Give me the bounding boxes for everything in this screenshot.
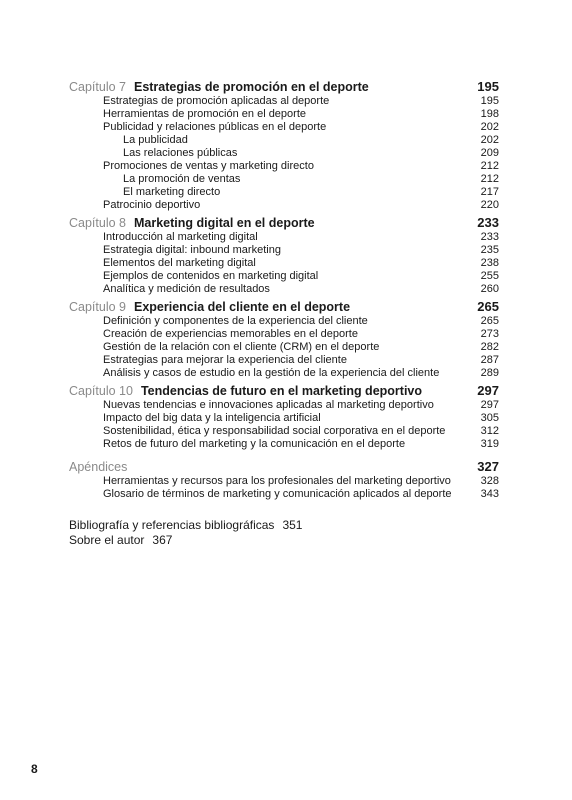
chapter-heading	[69, 215, 499, 231]
entry-page: 367	[152, 533, 173, 547]
toc-entry	[69, 399, 499, 412]
appendix-heading	[69, 459, 499, 475]
chapter-heading	[69, 79, 499, 95]
toc-entry	[69, 231, 499, 244]
entry-page: 265	[480, 315, 499, 327]
toc-entry	[69, 108, 499, 121]
entry-title: Publicidad y relaciones públicas en el deporte	[103, 121, 327, 133]
chapter-number: Capítulo 8	[69, 216, 126, 230]
entry-page: 238	[480, 257, 499, 269]
entry-title: Analítica y medición de resultados	[103, 283, 270, 295]
toc-entry	[69, 257, 499, 270]
entry-page: 351	[282, 518, 303, 532]
toc-entry	[69, 412, 499, 425]
toc-subentry	[69, 186, 499, 199]
entry-title: Ejemplos de contenidos en marketing digital	[103, 270, 319, 282]
entry-page: 297	[480, 399, 499, 411]
entry-page: 305	[480, 412, 499, 424]
toc-entry	[69, 244, 499, 257]
entry-page: 233	[480, 231, 499, 243]
chapter-page: 195	[477, 79, 499, 94]
entry-title: Nuevas tendencias e innovaciones aplicadas al marketing deportivo	[103, 399, 434, 411]
entry-page: 202	[480, 121, 499, 133]
chapter-block	[69, 215, 499, 296]
appendix-section	[69, 459, 499, 501]
toc-entry	[69, 199, 499, 212]
entry-page: 235	[480, 244, 499, 256]
entry-title: Bibliografía y referencias bibliográficas	[69, 518, 275, 532]
entry-title: Patrocinio deportivo	[103, 199, 201, 211]
toc-entry	[69, 475, 499, 488]
toc-entry	[69, 160, 499, 173]
toc-entry	[69, 121, 499, 134]
entry-page: 217	[480, 186, 499, 198]
entry-title: Impacto del big data y la inteligencia artificial	[103, 412, 321, 424]
chapter-heading	[69, 299, 499, 315]
entry-page: 198	[480, 108, 499, 120]
entry-title: El marketing directo	[123, 186, 221, 198]
entry-title: Estrategias para mejorar la experiencia del cliente	[103, 354, 347, 366]
entry-title: Definición y componentes de la experiencia del cliente	[103, 315, 368, 327]
bibliography-entry	[69, 518, 302, 533]
toc-subentry	[69, 173, 499, 186]
page-number: 8	[31, 762, 38, 776]
entry-page: 273	[480, 328, 499, 340]
entry-page: 209	[480, 147, 499, 159]
entry-page: 312	[480, 425, 499, 437]
entry-title: La promoción de ventas	[123, 173, 241, 185]
chapter-title: Marketing digital en el deporte	[133, 216, 315, 230]
toc-entry	[69, 438, 499, 451]
entry-title: Gestión de la relación con el cliente (CRM) en el deporte	[103, 341, 380, 353]
toc-entry	[69, 95, 499, 108]
toc-entry	[69, 270, 499, 283]
entry-page: 202	[480, 134, 499, 146]
entry-page: 328	[480, 475, 499, 487]
entry-title: Sobre el autor	[69, 533, 145, 547]
about-author-entry	[69, 533, 302, 548]
entry-page: 260	[480, 283, 499, 295]
chapter-page: 265	[477, 299, 499, 314]
table-of-contents	[69, 79, 499, 501]
chapter-title: Tendencias de futuro en el marketing deportivo	[140, 384, 423, 398]
toc-entry	[69, 488, 499, 501]
chapter-number: Capítulo 10	[69, 384, 133, 398]
chapter-heading	[69, 383, 499, 399]
entry-title: Promociones de ventas y marketing directo	[103, 160, 314, 172]
entry-title: La publicidad	[123, 134, 188, 146]
toc-entry	[69, 354, 499, 367]
entry-page: 282	[480, 341, 499, 353]
chapter-page: 233	[477, 215, 499, 230]
entry-page: 195	[480, 95, 499, 107]
entry-title: Sostenibilidad, ética y responsabilidad social corporativa en el deporte	[103, 425, 446, 437]
entry-page: 212	[480, 160, 499, 172]
entry-page: 212	[480, 173, 499, 185]
toc-entry	[69, 425, 499, 438]
chapter-number: Capítulo 9	[69, 300, 126, 314]
entry-title: Retos de futuro del marketing y la comunicación en el deporte	[103, 438, 406, 450]
entry-title: Análisis y casos de estudio en la gestión de la experiencia del cliente	[103, 367, 440, 379]
toc-entry	[69, 367, 499, 380]
entry-title: Las relaciones públicas	[123, 147, 238, 159]
entry-title: Estrategia digital: inbound marketing	[103, 244, 281, 256]
entry-page: 220	[480, 199, 499, 211]
chapter-block	[69, 79, 499, 212]
toc-entry	[69, 341, 499, 354]
appendix-label: Apéndices	[69, 460, 128, 474]
entry-title: Herramientas de promoción en el deporte	[103, 108, 307, 120]
entry-title: Herramientas y recursos para los profesionales del marketing deportivo	[103, 475, 451, 487]
toc-entry	[69, 283, 499, 296]
chapter-page: 297	[477, 383, 499, 398]
chapter-block	[69, 383, 499, 451]
entry-page: 289	[480, 367, 499, 379]
entry-title: Introducción al marketing digital	[103, 231, 258, 243]
appendix-page: 327	[477, 459, 499, 474]
chapter-title: Experiencia del cliente en el deporte	[133, 300, 351, 314]
toc-subentry	[69, 134, 499, 147]
entry-page: 343	[480, 488, 499, 500]
chapter-list	[69, 79, 499, 451]
chapter-number: Capítulo 7	[69, 80, 126, 94]
toc-entry	[69, 315, 499, 328]
chapter-block	[69, 299, 499, 380]
appendix-entries	[69, 475, 499, 501]
toc-subentry	[69, 147, 499, 160]
entry-title: Creación de experiencias memorables en el deporte	[103, 328, 358, 340]
entry-page: 255	[480, 270, 499, 282]
entry-title: Elementos del marketing digital	[103, 257, 256, 269]
back-matter	[69, 518, 302, 548]
entry-title: Estrategias de promoción aplicadas al deporte	[103, 95, 330, 107]
toc-entry	[69, 328, 499, 341]
chapter-title: Estrategias de promoción en el deporte	[133, 80, 369, 94]
entry-page: 287	[480, 354, 499, 366]
entry-page: 319	[480, 438, 499, 450]
entry-title: Glosario de términos de marketing y comunicación aplicados al deporte	[103, 488, 452, 500]
